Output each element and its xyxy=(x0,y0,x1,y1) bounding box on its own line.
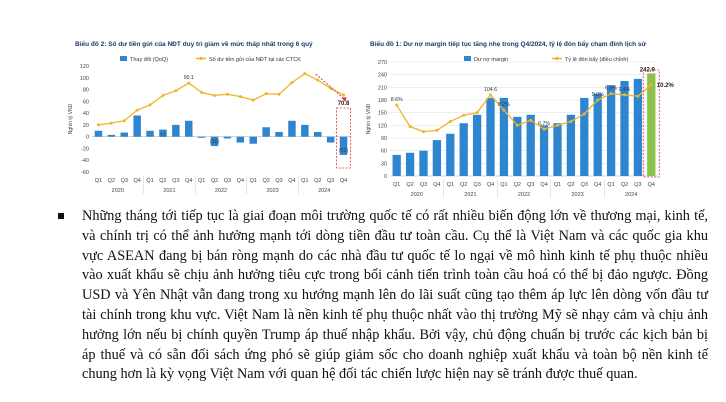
right-line-point-8 xyxy=(502,109,505,112)
right-legend-bar-label: Dư nợ margin xyxy=(474,57,509,63)
right-line-point-2 xyxy=(422,130,425,133)
left-line-point-2 xyxy=(123,119,126,122)
right-line-point-12 xyxy=(556,124,559,127)
right-bar-0 xyxy=(393,155,401,176)
left-bar-data-label: (16) xyxy=(209,139,220,146)
left-chart xyxy=(0,0,362,200)
left-ylabel: Nghìn tỷ VND xyxy=(68,103,74,135)
right-xtick-label: Q3 xyxy=(473,182,481,188)
right-line-point-19 xyxy=(650,83,653,86)
right-ytick-label: 240 xyxy=(377,72,387,79)
right-xtick-label: Q3 xyxy=(527,182,535,188)
left-line-point-1 xyxy=(110,122,113,125)
right-bar-data-label: 242.9 xyxy=(639,67,655,74)
left-year-label: 2022 xyxy=(214,188,228,194)
left-ytick-label: -20 xyxy=(81,146,89,153)
right-ytick-label: 30 xyxy=(380,161,387,168)
left-bar-8 xyxy=(198,137,205,138)
left-line-point-13 xyxy=(265,92,268,95)
left-xtick-label: Q2 xyxy=(210,178,219,184)
left-bar-10 xyxy=(224,137,231,139)
left-xtick-label: Q2 xyxy=(107,178,116,184)
left-ytick-label: -60 xyxy=(81,170,89,176)
left-legend-line-label: Số dư tiền gửi của NĐT tại các CTCK xyxy=(209,57,301,63)
left-line-point-16 xyxy=(303,72,306,75)
body-paragraph xyxy=(58,207,708,385)
right-xtick-label: Q1 xyxy=(553,182,562,188)
right-line-point-13 xyxy=(569,120,572,123)
right-ytick-label: 150 xyxy=(377,110,387,117)
left-line-point-19 xyxy=(342,93,345,96)
left-line-point-0 xyxy=(97,123,100,126)
right-line-data-label: 6.5% xyxy=(605,85,618,92)
margin-chart-svg xyxy=(362,0,726,200)
right-line-data-label: 9.4% xyxy=(618,86,631,93)
right-line-data-label: 9.0% xyxy=(591,92,604,98)
left-ytick-label: 100 xyxy=(79,75,89,82)
right-line-point-0 xyxy=(395,104,398,107)
right-bar-4 xyxy=(446,134,454,176)
left-xtick-label: Q1 xyxy=(197,178,206,184)
left-line-point-6 xyxy=(174,89,177,92)
right-line-point-16 xyxy=(610,92,613,95)
right-xtick-label: Q1 xyxy=(607,182,615,188)
right-line-data-label: 8.6% xyxy=(390,97,403,104)
left-xtick-label: Q1 xyxy=(301,178,309,184)
left-year-label: 2021 xyxy=(163,188,176,194)
left-xtick-label: Q3 xyxy=(223,178,232,184)
right-bar-13 xyxy=(567,115,575,176)
left-title: Biểu đồ 2: Số dư tiền gửi của NĐT duy trì giảm về mức thấp nhất trong 6 quý xyxy=(75,41,313,48)
left-xtick-label: Q1 xyxy=(249,178,257,184)
right-line-data-label: 10.2% xyxy=(656,82,674,89)
right-line-point-17 xyxy=(623,93,626,96)
left-bar-1 xyxy=(108,135,115,137)
left-year-label: 2024 xyxy=(318,188,331,194)
left-bar-data-label: (31) xyxy=(338,147,349,154)
left-bar-3 xyxy=(133,115,140,136)
left-bar-14 xyxy=(275,132,282,137)
left-bar-7 xyxy=(185,121,192,137)
right-xtick-label: Q1 xyxy=(393,182,401,188)
left-ytick-label: 0 xyxy=(85,134,89,141)
left-year-label: 2020 xyxy=(111,188,124,194)
left-line-point-9 xyxy=(213,94,216,97)
left-bar-12 xyxy=(250,137,257,144)
right-ytick-label: 60 xyxy=(380,148,387,155)
right-xtick-label: Q3 xyxy=(419,182,428,188)
left-xtick-label: Q2 xyxy=(159,178,167,184)
left-legend-bar-label: Thay đổi (QoQ) xyxy=(130,57,168,63)
right-legend-line-label: Tỷ lệ đòn bẩy (điều chỉnh) xyxy=(565,57,629,63)
left-xtick-label: Q4 xyxy=(236,178,245,184)
deposit-chart-svg xyxy=(0,0,362,200)
right-xtick-label: Q2 xyxy=(460,182,468,188)
right-line-data-label: 104.6 xyxy=(484,86,497,93)
right-xtick-label: Q4 xyxy=(647,182,655,188)
right-bar-14 xyxy=(580,98,588,176)
right-ytick-label: 0 xyxy=(383,174,387,180)
left-line-point-7 xyxy=(187,82,190,85)
left-line-point-4 xyxy=(149,103,152,106)
right-xtick-label: Q3 xyxy=(634,182,642,188)
right-bar-16 xyxy=(605,85,618,176)
left-bar-18 xyxy=(327,137,334,143)
left-ytick-label: -40 xyxy=(81,158,89,165)
right-year-label: 2023 xyxy=(571,192,584,198)
right-ytick-label: 180 xyxy=(377,98,387,104)
right-year-label: 2022 xyxy=(517,192,531,198)
right-xtick-label: Q3 xyxy=(580,182,588,188)
right-title: Biểu đồ 1: Dư nợ margin tiếp tục tăng nhẹ trong Q4/2024, tỷ lệ đòn bẩy chạm đỉnh lịch sử xyxy=(370,41,647,48)
right-xtick-label: Q4 xyxy=(486,182,495,188)
left-bar-11 xyxy=(237,137,244,143)
left-line-point-10 xyxy=(226,93,229,96)
right-bar-11 xyxy=(540,125,548,176)
left-bar-4 xyxy=(146,131,153,137)
left-ytick-label: 40 xyxy=(82,111,89,118)
left-line-point-17 xyxy=(316,79,319,82)
right-line-data-label: 8.2% xyxy=(497,102,510,109)
right-line-point-11 xyxy=(543,128,546,131)
left-xtick-label: Q2 xyxy=(314,178,322,184)
left-xtick-label: Q4 xyxy=(339,178,348,184)
right-line-point-5 xyxy=(462,114,465,117)
right-legend-bar-swatch xyxy=(464,56,471,61)
right-bar-3 xyxy=(433,140,441,176)
right-xtick-label: Q2 xyxy=(620,182,629,188)
right-bar-2 xyxy=(419,151,427,176)
left-line-point-12 xyxy=(252,99,255,102)
left-line-data-label: 70.8 xyxy=(337,100,350,107)
left-xtick-label: Q2 xyxy=(262,178,270,184)
right-ylabel: Nghìn tỷ VND xyxy=(366,103,372,135)
right-chart xyxy=(362,0,726,200)
left-bar-6 xyxy=(172,125,179,137)
right-xtick-label: Q4 xyxy=(540,182,548,188)
right-xtick-label: Q2 xyxy=(567,182,575,188)
right-xtick-label: Q4 xyxy=(594,182,602,188)
left-line-point-8 xyxy=(200,91,203,94)
left-line-point-15 xyxy=(290,81,293,84)
left-line-point-3 xyxy=(136,109,139,112)
left-ytick-label: 120 xyxy=(79,64,89,70)
right-bar-6 xyxy=(473,115,481,176)
left-ytick-label: 60 xyxy=(82,99,89,106)
right-ytick-label: 90 xyxy=(380,136,387,142)
right-ytick-label: 210 xyxy=(377,85,387,92)
left-legend-bar-swatch xyxy=(120,56,127,61)
left-line-point-5 xyxy=(161,94,164,97)
right-bar-12 xyxy=(553,123,561,176)
left-xtick-label: Q4 xyxy=(288,178,296,184)
left-xtick-label: Q3 xyxy=(120,178,128,184)
left-legend-line-marker xyxy=(199,57,202,60)
right-xtick-label: Q4 xyxy=(433,182,441,188)
right-line-point-3 xyxy=(435,129,438,132)
left-bar-17 xyxy=(314,132,321,137)
left-bar-2 xyxy=(121,133,128,137)
right-ytick-label: 270 xyxy=(377,60,387,66)
left-line-data-label: 90.1 xyxy=(183,75,194,82)
right-line-point-6 xyxy=(476,111,479,114)
right-bar-1 xyxy=(406,153,414,176)
left-xtick-label: Q3 xyxy=(172,178,180,184)
right-line-point-4 xyxy=(449,120,452,123)
right-year-label: 2024 xyxy=(625,192,638,198)
left-line-point-14 xyxy=(278,93,281,96)
left-ytick-label: 80 xyxy=(82,87,89,94)
right-bar-7 xyxy=(486,98,494,176)
right-line-point-14 xyxy=(583,112,586,115)
right-line-point-10 xyxy=(529,119,532,122)
left-bar-data-label: 12 xyxy=(160,132,166,139)
right-line-point-18 xyxy=(636,95,639,98)
right-bar-5 xyxy=(460,123,468,176)
right-line-point-1 xyxy=(409,125,412,128)
right-ytick-label: 120 xyxy=(377,123,387,130)
left-xtick-label: Q1 xyxy=(146,178,154,184)
right-xtick-label: Q2 xyxy=(513,182,521,188)
right-line-point-15 xyxy=(596,99,599,102)
right-year-label: 2021 xyxy=(464,192,477,198)
left-xtick-label: Q3 xyxy=(326,178,335,184)
right-xtick-label: Q1 xyxy=(500,182,508,188)
right-line-data-label: 6.7% xyxy=(538,121,551,128)
left-ytick-label: 20 xyxy=(82,122,89,129)
right-bar-19 xyxy=(647,73,655,176)
left-bar-13 xyxy=(262,127,269,136)
right-legend-line-marker xyxy=(555,57,558,60)
left-xtick-label: Q4 xyxy=(133,178,141,184)
left-year-label: 2023 xyxy=(266,188,279,194)
right-xtick-label: Q2 xyxy=(406,182,414,188)
left-xtick-label: Q4 xyxy=(185,178,193,184)
right-year-label: 2020 xyxy=(410,192,423,198)
left-bar-15 xyxy=(288,121,295,137)
left-line-point-11 xyxy=(239,95,242,98)
left-bar-16 xyxy=(301,125,308,137)
left-bar-0 xyxy=(95,131,102,137)
paragraph-text: Những tháng tới tiếp tục là giai đoạn môi trường quốc tế có rất nhiều biến động lớn về thương mại, kinh tế, và chính trị có thể ảnh hưởng mạnh tới dòng tiền đầu tư toàn cầu. Cụ thể là Việt Nam và các quốc gia khu vực ASEAN đang bị bán ròng mạnh do các nhà đầu tư quốc tế lo ngại về mô hình kinh tế phụ thuộc nhiều vào xuất khẩu sẽ chịu ảnh hưởng tiêu cực trong bối cảnh tiến trình toàn cầu hoá có thể bị đảo ngược. Đồng USD và Yên Nhật vẫn đang trong xu hướng mạnh lên do lãi suất cũng tạo thêm áp lực lên dòng vốn đầu tư tài chính trong khu vực. Việt Nam là nền kinh tế phụ thuộc nhất vào thị trường Mỹ sẽ nhạy cảm và chịu ảnh hưởng lớn nếu bị chính quyền Trump áp thuế nhập khẩu. Bởi vậy, chủ động chuẩn bị trước các kịch bản bị áp thuế và có sẵn đối sách ứng phó sẽ giúp giảm sốc cho doanh nghiệp xuất khẩu và toàn bộ nền kinh tế chung hơn là kỳ vọng Việt Nam với quan hệ đối tác chiến lược hiện nay sẽ tránh được thuế quan. xyxy=(82,208,708,383)
left-xtick-label: Q3 xyxy=(275,178,283,184)
right-line-point-7 xyxy=(489,93,492,96)
left-xtick-label: Q1 xyxy=(94,178,103,184)
right-line-point-9 xyxy=(516,124,519,127)
right-xtick-label: Q1 xyxy=(446,182,454,188)
right-bar-10 xyxy=(527,115,535,176)
